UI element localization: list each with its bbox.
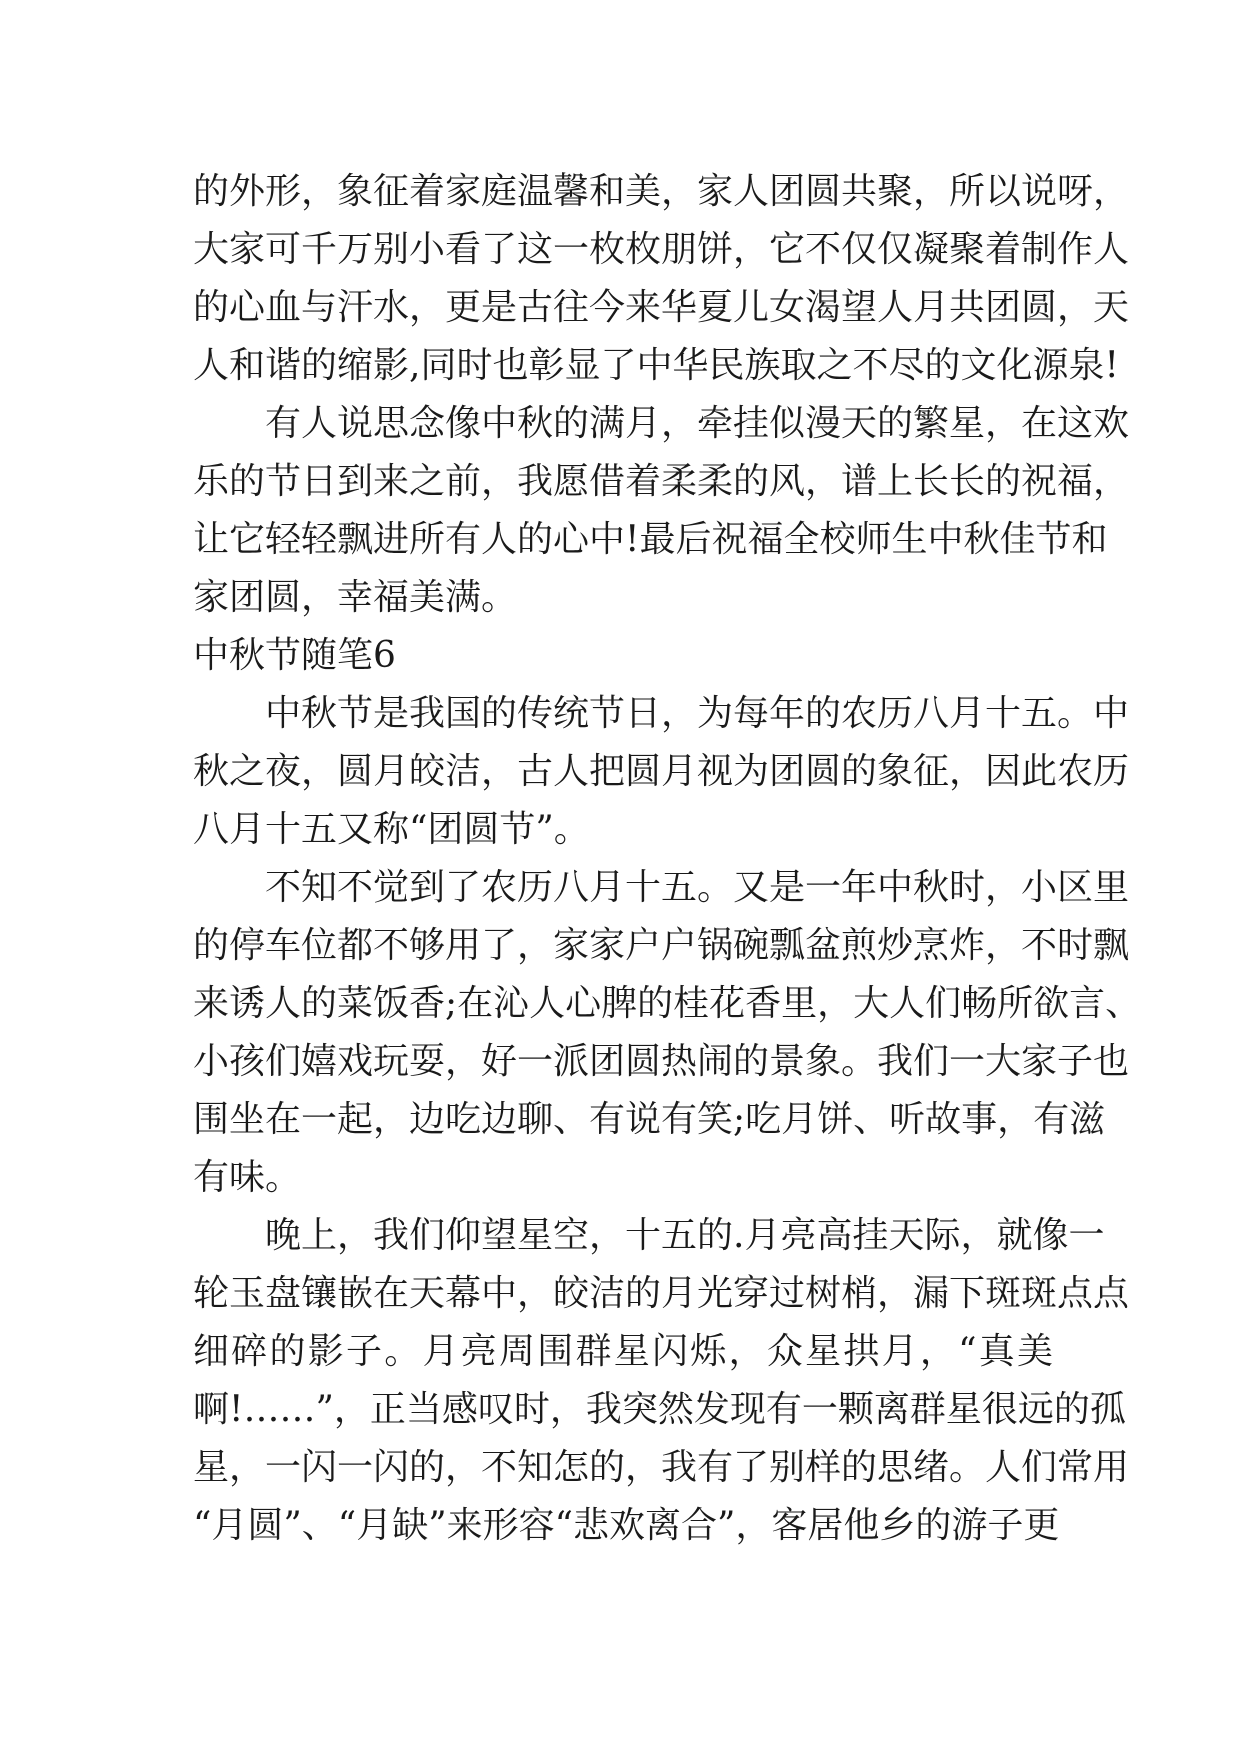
text-line: 轮玉盘镶嵌在天幕中，皎洁的月光穿过树梢，漏下斑斑点点 xyxy=(193,1273,1130,1314)
paragraph-last-line: 八月十五又称“团圆节”。 xyxy=(193,809,590,850)
paragraph-first-line: 不知不觉到了农历八月十五。又是一年中秋时，小区里 xyxy=(265,867,1130,908)
text-line: 的心血与汗水，更是古往今来华夏儿女渴望人月共团圆，天 xyxy=(193,287,1130,328)
text-line: 细碎的影子。月亮周围群星闪烁，众星拱月，“真美 xyxy=(193,1331,1053,1372)
paragraph-last-line: 家团圆，幸福美满。 xyxy=(193,577,518,618)
text-line: 星，一闪一闪的，不知怎的，我有了别样的思绪。人们常用 xyxy=(193,1447,1130,1488)
text-line: 的外形，象征着家庭温馨和美，家人团圆共聚，所以说呀， xyxy=(193,171,1130,212)
text-line: 秋之夜，圆月皎洁，古人把圆月视为团圆的象征，因此农历 xyxy=(193,751,1130,792)
text-line: 人和谐的缩影,同时也彰显了中华民族取之不尽的文化源泉! xyxy=(193,345,1119,386)
text-line: 小孩们嬉戏玩耍，好一派团圆热闹的景象。我们一大家子也 xyxy=(193,1041,1130,1082)
text-line: 大家可千万别小看了这一枚枚朋饼，它不仅仅凝聚着制作人 xyxy=(193,229,1130,270)
section-heading: 中秋节随笔6 xyxy=(193,635,396,676)
text-line: “月圆”、“月缺”来形容“悲欢离合”，客居他乡的游子更 xyxy=(193,1505,1060,1546)
text-line: 来诱人的菜饭香;在沁人心脾的桂花香里，大人们畅所欲言、 xyxy=(193,983,1142,1024)
paragraph-first-line: 中秋节是我国的传统节日，为每年的农历八月十五。中 xyxy=(265,693,1130,734)
text-line: 的停车位都不够用了，家家户户锅碗瓢盆煎炒烹炸，不时飘 xyxy=(193,925,1130,966)
document-body xyxy=(193,163,1142,1555)
paragraph-last-line: 有味。 xyxy=(193,1157,302,1198)
paragraph-first-line: 晚上，我们仰望星空，十五的.月亮高挂天际，就像一 xyxy=(265,1215,1105,1256)
paragraph-first-line: 有人说思念像中秋的满月，牵挂似漫天的繁星，在这欢 xyxy=(265,403,1130,444)
text-line: 围坐在一起，边吃边聊、有说有笑;吃月饼、听故事，有滋 xyxy=(193,1099,1106,1140)
text-line: 乐的节日到来之前，我愿借着柔柔的风，谱上长长的祝福， xyxy=(193,461,1130,502)
text-line: 啊!……”，正当感叹时，我突然发现有一颗离群星很远的孤 xyxy=(193,1389,1126,1430)
text-line: 让它轻轻飘进所有人的心中!最后祝福全校师生中秋佳节和 xyxy=(193,519,1108,560)
